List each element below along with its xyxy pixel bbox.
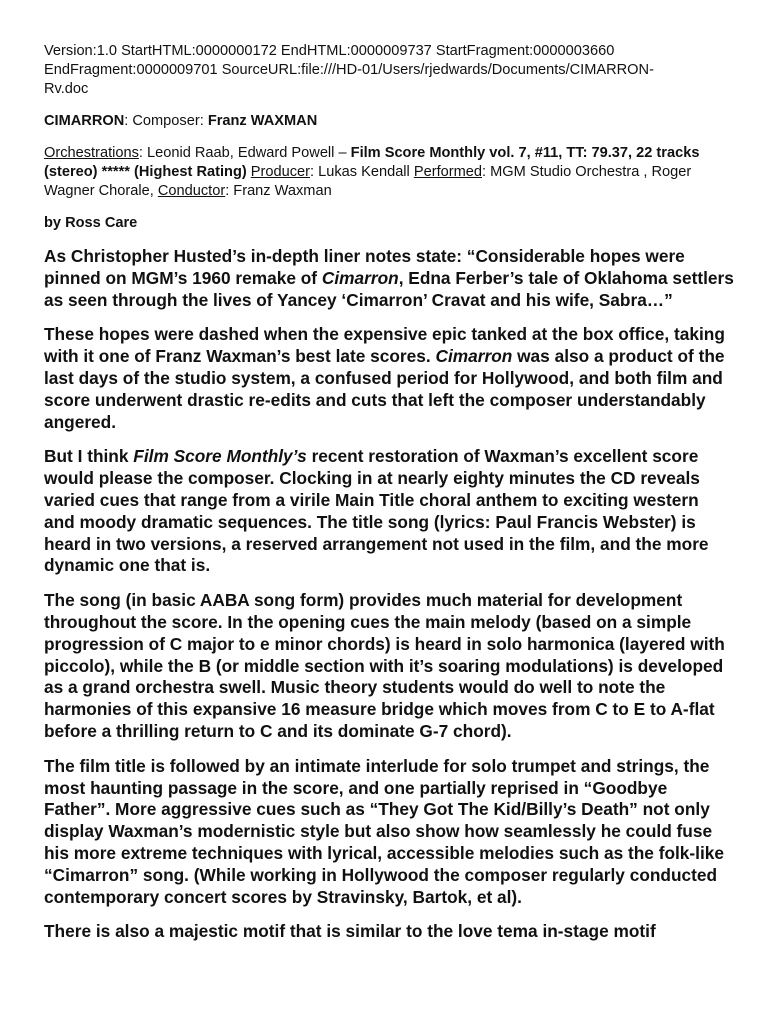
orchestrations-label: Orchestrations (44, 145, 139, 161)
album-title: CIMARRON (44, 113, 125, 129)
clipboard-metadata (44, 42, 734, 99)
conductor-label: Conductor (157, 183, 226, 199)
orchestrations-value: : Leonid Raab, Edward Powell – (138, 145, 351, 161)
composer-label: : Composer: (124, 113, 208, 129)
performed-value: : MGM Studio Orchestra , Roger Wagner Chorale, (44, 164, 692, 199)
producer-label: Producer (250, 164, 310, 180)
review-heading (44, 112, 734, 131)
paragraph-3-text-b: recent restoration of Waxman’s excellent score would please the composer. Clocking in at nearly eighty minutes the CD reveals varied cues that range from a virile Main Title choral anthem to exciting western and moody dramatic sequences. The title song (lyrics: Paul Francis Webster) is heard in two versions, a reserved arrangement not used in the film, and the more dynamic one that is. (44, 446, 709, 576)
paragraph-3-text-a: But I think (44, 446, 134, 467)
byline: by Ross Care (44, 215, 138, 231)
paragraph-3 (44, 446, 734, 577)
paragraph-1-text-b: , Edna Ferber’s tale of Oklahoma settlers as seen through the lives of Yancey ‘Cimarron’ Cravat and his wife, Sabra…” (44, 267, 734, 310)
performed-label: Performed (413, 164, 482, 180)
paragraph-2-text-b: was also a product of the last days of the studio system, a confused period for Hollywood, and both film and score underwent drastic re-edits and cuts that left the composer understandably angered. (44, 346, 725, 432)
composer-name: Franz WAXMAN (207, 113, 318, 129)
document-page (44, 42, 734, 943)
paragraph-5: The film title is followed by an intimate interlude for solo trumpet and strings, the most haunting passage in the score, and one partially reprised in “Goodbye Father”. More aggressive cues such as “They Got The Kid/Billy’s Death” not only display Waxman’s modernistic style but also show how seamlessly he could fuse his more extreme techniques with lyrical, accessible melodies such as the folk-like “Cimarron” song. (While working in Hollywood the composer regularly conducted contemporary concert scores by Stravinsky, Bartok, et al). (44, 755, 725, 907)
paragraph-1 (44, 246, 734, 311)
paragraph-3-italic: Film Score Monthly’s (133, 446, 307, 467)
release-details: Film Score Monthly vol. 7, #11, TT: 79.37, 22 tracks (stereo) ***** (Highest Rating) (44, 145, 700, 180)
metadata-line-3: Rv.doc (44, 81, 89, 97)
paragraph-1-text-a: As Christopher Husted’s in-depth liner notes state: “Considerable hopes were pinned on MGM’s 1960 remake of (44, 246, 685, 288)
paragraph-4: The song (in basic AABA song form) provides much material for development throughout the score. In the opening cues the main melody (based on a simple progression of C major to e minor chords) is heard in solo harmonica (layered with piccolo), while the B (or middle section with it’s soaring modulations) is developed as a grand orchestra swell. Music theory students would do well to note the harmonies of this expansive 16 measure bridge which moves from C to E to A-flat before a thrilling return to C and its dominate G-7 chord). (44, 590, 725, 741)
paragraph-2 (44, 324, 734, 433)
paragraph-1-italic: Cimarron (321, 267, 399, 288)
paragraph-6-partial: There is also a majestic motif that is similar to the love tema in-stage motif (44, 921, 656, 942)
conductor-value: : Franz Waxman (225, 183, 332, 199)
metadata-line-2: EndFragment:0000009701 SourceURL:file:///HD-01/Users/rjedwards/Documents/CIMARRON- (44, 62, 654, 78)
producer-value: : Lukas Kendall (310, 164, 414, 180)
paragraph-2-italic: Cimarron (435, 346, 513, 367)
paragraph-2-text-a: These hopes were dashed when the expensive epic tanked at the box office, taking with it one of Franz Waxman’s best late scores. (44, 324, 725, 367)
metadata-line-1: Version:1.0 StartHTML:0000000172 EndHTML:0000009737 StartFragment:0000003660 (44, 43, 615, 59)
credits-block (44, 144, 734, 201)
